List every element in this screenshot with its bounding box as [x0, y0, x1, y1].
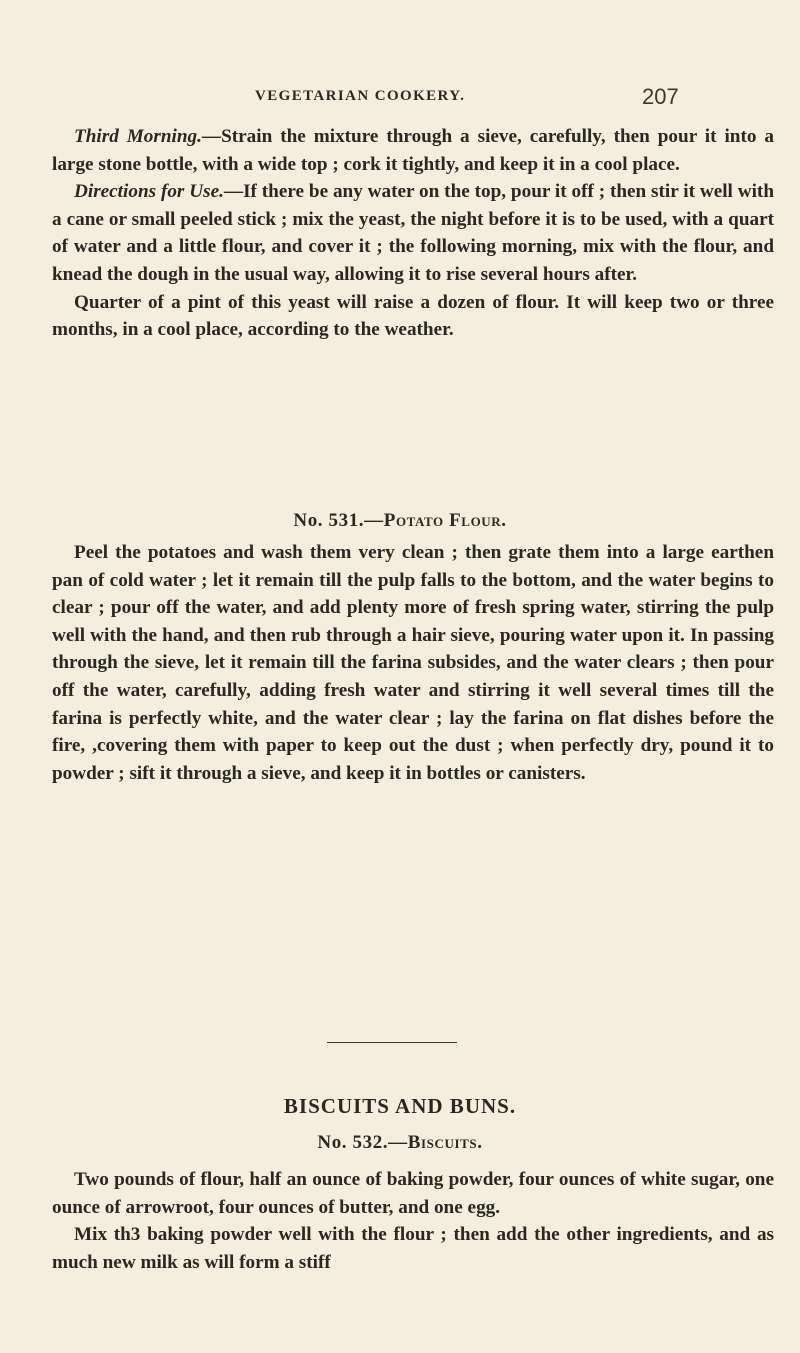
potato-flour-paragraph: Peel the potatoes and wash them very clean ; then grate them into a large earthen pan of cold water ; let it remain till the pulp falls to the bottom, and the water begins to clear ; pour off the water, and add plenty more of fresh spring water, stirring the pulp well with the hand, and then rub through a hair sieve, pouring water upon it. In passing through the sieve, let it remain till the farina subsides, and the water clears ; then pour off the water, carefully, adding fresh water and stirring it well several times till the farina is perfectly white, and the water clear ; lay the farina on flat dishes before the fire, ,covering them with paper to keep out the dust ; when perfectly dry, pound it to powder ; sift it through a sieve, and keep it in bottles or canisters.: [52, 542, 774, 784]
biscuits-method-paragraph: Mix th3 baking powder well with the flour ; then add the other ingredients, and as much new milk as will form a stiff: [52, 1224, 774, 1273]
running-header: [0, 84, 800, 114]
yeast-continued-block: [52, 123, 774, 344]
recipe-number-532: No. 532.—: [317, 1132, 408, 1153]
directions-paragraph: [52, 178, 774, 288]
section-title: BISCUITS AND BUNS.: [283, 1094, 517, 1118]
third-morning-text: —Strain the mixture through a sieve, carefully, then pour it into a large stone bottle, with a wide top ; cork it tightly, and keep it in a cool place.: [52, 126, 775, 175]
directions-lead: Directions for Use.: [74, 181, 224, 203]
third-morning-lead: Third Morning.: [74, 126, 202, 147]
recipe-number-531: No. 531.—: [293, 510, 384, 531]
potato-flour-block: [52, 539, 774, 787]
running-title: VEGETARIAN COOKERY.: [255, 88, 466, 104]
quantity-paragraph: Quarter of a pint of this yeast will raise a dozen of flour. It will keep two or three months, in a cool place, according to the weather.: [52, 291, 774, 341]
page-number: 207: [642, 84, 679, 109]
biscuits-block: [52, 1166, 774, 1276]
recipe-title-biscuits: Biscuits.: [407, 1132, 483, 1153]
third-morning-paragraph: [52, 123, 774, 178]
directions-text: —If there be any water on the top, pour it off ; then stir it well with a cane or small peeled stick ; mix the yeast, the night before it is to be used, with a quart of water and a little flour, and cover it ; the following morning, mix with the flour, and knead the dough in the usual way, allowing it to rise several hours after.: [52, 181, 774, 285]
recipe-title-potato-flour: Potato Flour.: [383, 510, 507, 531]
recipe-heading-531: [0, 510, 800, 532]
biscuits-ingredients-paragraph: Two pounds of flour, half an ounce of baking powder, four ounces of white sugar, one ounce of arrowroot, four ounces of butter, and one egg.: [52, 1169, 774, 1218]
recipe-heading-532: [0, 1132, 800, 1154]
section-divider: [327, 1042, 457, 1043]
